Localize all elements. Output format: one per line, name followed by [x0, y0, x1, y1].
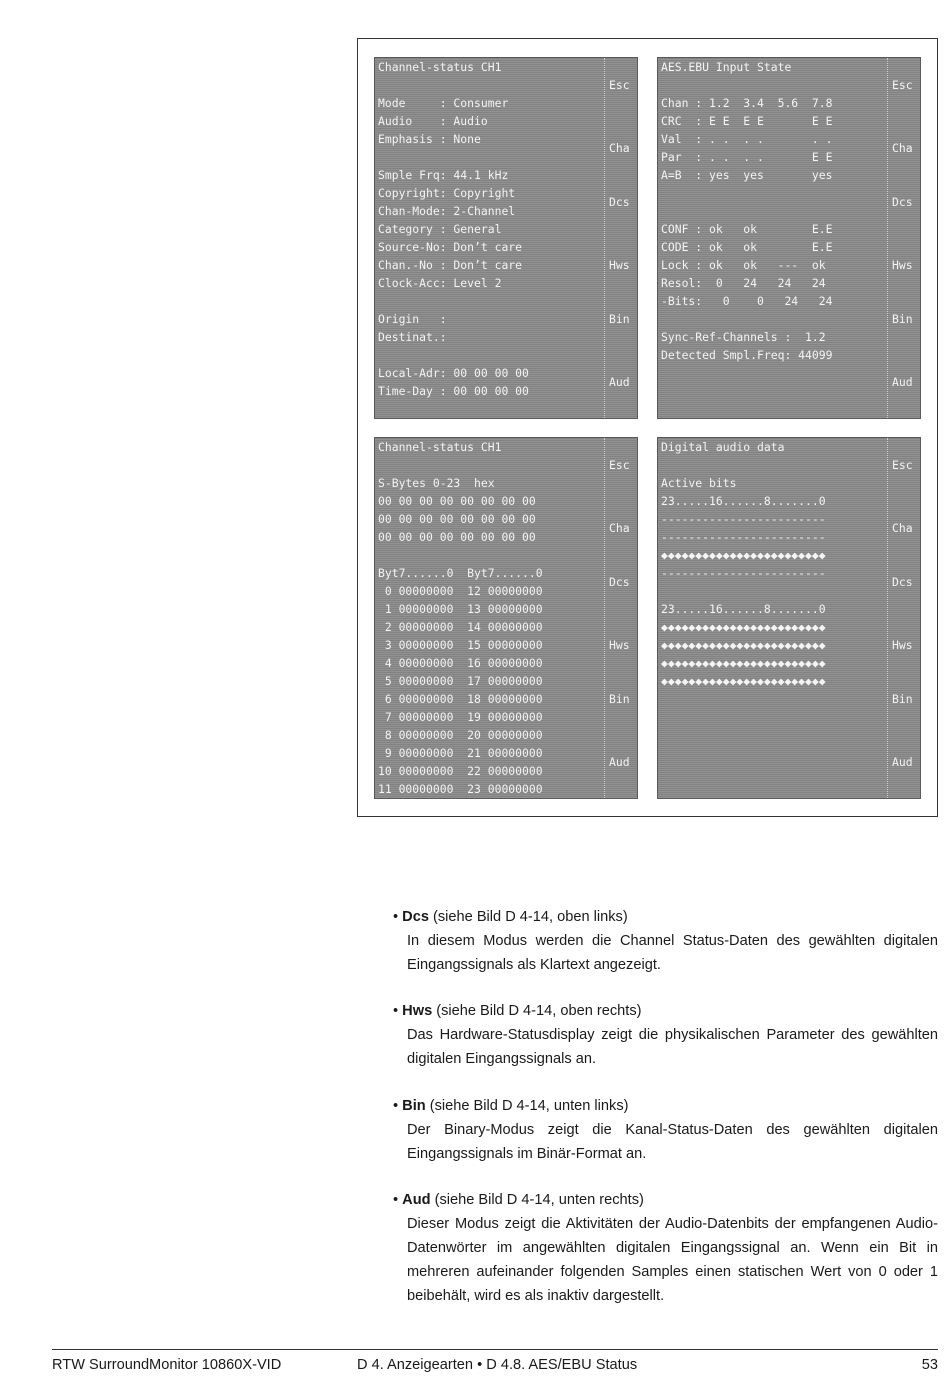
item-ref: (siehe Bild D 4-14, unten rechts)	[434, 1192, 644, 1208]
screen-line: 8 00000000 20 00000000	[378, 728, 543, 742]
screen-line: Chan.-No : Don’t care	[378, 258, 523, 272]
softkey-column	[604, 58, 637, 418]
screen-title: Digital audio data	[661, 440, 785, 454]
screen-line: ------------------------	[661, 530, 826, 544]
screen-line	[661, 202, 887, 220]
bullet: •	[393, 1003, 399, 1019]
screen-line: 9 00000000 21 00000000	[378, 746, 543, 760]
item-bin	[393, 1094, 938, 1166]
screen-line: Active bits	[661, 476, 737, 490]
item-head	[393, 999, 938, 1023]
screen-line: Clock-Acc: Level 2	[378, 276, 502, 290]
screen-line: Par : . . . . E E	[661, 150, 833, 164]
screen-line: -Bits: 0 0 24 24	[661, 294, 833, 308]
softkey-hws: Hws	[892, 638, 913, 652]
softkey-column	[887, 438, 920, 798]
screen-line: Sync-Ref-Channels : 1.2	[661, 330, 826, 344]
softkey-esc: Esc	[609, 78, 630, 92]
softkey-bin: Bin	[609, 692, 630, 706]
screen-title: AES.EBU Input State	[661, 60, 792, 74]
screen-content	[661, 438, 887, 690]
softkey-dcs: Dcs	[609, 195, 630, 209]
item-head	[393, 905, 938, 929]
screen-line	[661, 310, 887, 328]
screen-line: ◆◆◆◆◆◆◆◆◆◆◆◆◆◆◆◆◆◆◆◆◆◆◆◆	[661, 620, 826, 634]
screen-line: Destinat.:	[378, 330, 447, 344]
screen-line: Detected Smpl.Freq: 44099	[661, 348, 833, 362]
screen-content	[661, 58, 887, 364]
screen-line: Local-Adr: 00 00 00 00	[378, 366, 529, 380]
screen-line: CODE : ok ok E.E	[661, 240, 833, 254]
screen-line: A=B : yes yes yes	[661, 168, 833, 182]
aes-ebu-input-state-screen	[657, 57, 921, 419]
softkey-hws: Hws	[609, 258, 630, 272]
screen-line	[378, 148, 604, 166]
screen-line: 00 00 00 00 00 00 00 00	[378, 512, 536, 526]
screen-line: Emphasis : None	[378, 132, 481, 146]
screen-line: 3 00000000 15 00000000	[378, 638, 543, 652]
screen-line	[661, 582, 887, 600]
screen-line: 6 00000000 18 00000000	[378, 692, 543, 706]
item-head	[393, 1188, 938, 1212]
screen-line	[378, 292, 604, 310]
screen-line: Source-No: Don’t care	[378, 240, 523, 254]
screen-content	[378, 58, 604, 400]
screen-line: Resol: 0 24 24 24	[661, 276, 826, 290]
screen-line: CRC : E E E E E E	[661, 114, 833, 128]
screen-line: 0 00000000 12 00000000	[378, 584, 543, 598]
softkey-column	[604, 438, 637, 798]
softkey-esc: Esc	[892, 78, 913, 92]
screen-line: Smple Frq: 44.1 kHz	[378, 168, 509, 182]
footer-section: D 4. Anzeigearten • D 4.8. AES/EBU Status	[357, 1357, 638, 1373]
softkey-aud: Aud	[609, 375, 630, 389]
screen-line: 4 00000000 16 00000000	[378, 656, 543, 670]
screen-line: Copyright: Copyright	[378, 186, 516, 200]
screen-line: 00 00 00 00 00 00 00 00	[378, 530, 536, 544]
softkey-bin: Bin	[609, 312, 630, 326]
page-number: 53	[921, 1357, 938, 1373]
screen-line: 23.....16......8.......0	[661, 602, 826, 616]
screen-line	[378, 346, 604, 364]
bullet: •	[393, 1098, 399, 1114]
screen-line: Lock : ok ok --- ok	[661, 258, 826, 272]
item-description: Der Binary-Modus zeigt die Kanal-Status-Daten des gewählten digitalen Eingangssignals im Binär-Format an.	[407, 1122, 938, 1162]
softkey-bin: Bin	[892, 692, 913, 706]
softkey-bin: Bin	[892, 312, 913, 326]
screen-content	[378, 438, 604, 798]
softkey-aud: Aud	[892, 375, 913, 389]
item-ref: (siehe Bild D 4-14, oben links)	[433, 909, 628, 925]
item-term: Aud	[402, 1192, 431, 1208]
screen-line: 7 00000000 19 00000000	[378, 710, 543, 724]
screen-line: 2 00000000 14 00000000	[378, 620, 543, 634]
screen-line	[661, 76, 887, 94]
screen-line	[661, 184, 887, 202]
softkey-cha: Cha	[609, 521, 630, 535]
screen-line: S-Bytes 0-23 hex	[378, 476, 495, 490]
channel-status-text-screen	[374, 57, 638, 419]
screen-line: Mode : Consumer	[378, 96, 509, 110]
item-ref: (siehe Bild D 4-14, unten links)	[429, 1098, 629, 1114]
item-head	[393, 1094, 938, 1118]
item-description: In diesem Modus werden die Channel Status-Daten des gewählten digitalen Eingangssignals als Klartext angezeigt.	[407, 933, 938, 973]
screen-line: 23.....16......8.......0	[661, 494, 826, 508]
screen-line	[378, 76, 604, 94]
softkey-cha: Cha	[892, 521, 913, 535]
screen-line: Category : General	[378, 222, 502, 236]
item-ref: (siehe Bild D 4-14, oben rechts)	[436, 1003, 642, 1019]
screen-line: Origin :	[378, 312, 447, 326]
item-term: Hws	[402, 1003, 433, 1019]
screen-title: Channel-status CH1	[378, 60, 502, 74]
screen-line: Time-Day : 00 00 00 00	[378, 384, 529, 398]
item-hws	[393, 999, 938, 1071]
channel-status-binary-screen	[374, 437, 638, 799]
item-description: Das Hardware-Statusdisplay zeigt die physikalischen Parameter des gewählten digitalen Eingangssignals an.	[407, 1027, 938, 1067]
item-dcs	[393, 905, 938, 977]
screen-line: 00 00 00 00 00 00 00 00	[378, 494, 536, 508]
screen-title: Channel-status CH1	[378, 440, 502, 454]
figure-frame	[357, 38, 938, 817]
softkey-esc: Esc	[892, 458, 913, 472]
bullet: •	[393, 909, 399, 925]
screen-line: ------------------------	[661, 566, 826, 580]
softkey-aud: Aud	[892, 755, 913, 769]
screen-line: ------------------------	[661, 512, 826, 526]
screen-line	[378, 546, 604, 564]
footer-rule	[52, 1349, 938, 1350]
screen-line: Byt7......0 Byt7......0	[378, 566, 543, 580]
softkey-hws: Hws	[609, 638, 630, 652]
softkey-cha: Cha	[609, 141, 630, 155]
softkey-aud: Aud	[609, 755, 630, 769]
digital-audio-data-screen	[657, 437, 921, 799]
screen-line: Chan : 1.2 3.4 5.6 7.8	[661, 96, 833, 110]
bullet: •	[393, 1192, 399, 1208]
screen-line: ◆◆◆◆◆◆◆◆◆◆◆◆◆◆◆◆◆◆◆◆◆◆◆◆	[661, 638, 826, 652]
screen-line: ◆◆◆◆◆◆◆◆◆◆◆◆◆◆◆◆◆◆◆◆◆◆◆◆	[661, 548, 826, 562]
softkey-dcs: Dcs	[892, 575, 913, 589]
softkey-column	[887, 58, 920, 418]
screen-line: Audio : Audio	[378, 114, 488, 128]
screen-line: CONF : ok ok E.E	[661, 222, 833, 236]
softkey-dcs: Dcs	[892, 195, 913, 209]
screen-line: 1 00000000 13 00000000	[378, 602, 543, 616]
screen-line: 5 00000000 17 00000000	[378, 674, 543, 688]
screen-line	[661, 456, 887, 474]
softkey-esc: Esc	[609, 458, 630, 472]
screen-line: Chan-Mode: 2-Channel	[378, 204, 516, 218]
softkey-dcs: Dcs	[609, 575, 630, 589]
screen-line: ◆◆◆◆◆◆◆◆◆◆◆◆◆◆◆◆◆◆◆◆◆◆◆◆	[661, 656, 826, 670]
screen-line: 10 00000000 22 00000000	[378, 764, 543, 778]
screen-line: Val : . . . . . .	[661, 132, 833, 146]
footer-product-name: RTW SurroundMonitor 10860X-VID	[52, 1357, 282, 1373]
screen-line: 11 00000000 23 00000000	[378, 782, 543, 796]
softkey-hws: Hws	[892, 258, 913, 272]
softkey-cha: Cha	[892, 141, 913, 155]
item-term: Dcs	[402, 909, 429, 925]
item-aud	[393, 1188, 938, 1308]
item-term: Bin	[402, 1098, 426, 1114]
screen-line: ◆◆◆◆◆◆◆◆◆◆◆◆◆◆◆◆◆◆◆◆◆◆◆◆	[661, 674, 826, 688]
item-description: Dieser Modus zeigt die Aktivitäten der Audio-Datenbits der empfangenen Audio-Datenwörter im angewählten digitalen Eingangssignal an. Wenn ein Bit in mehreren aufeinander folgenden Samples einen statischen Wert von 0 oder 1 beibehält, wird es als inaktiv dargestellt.	[407, 1216, 938, 1304]
screen-line	[378, 456, 604, 474]
